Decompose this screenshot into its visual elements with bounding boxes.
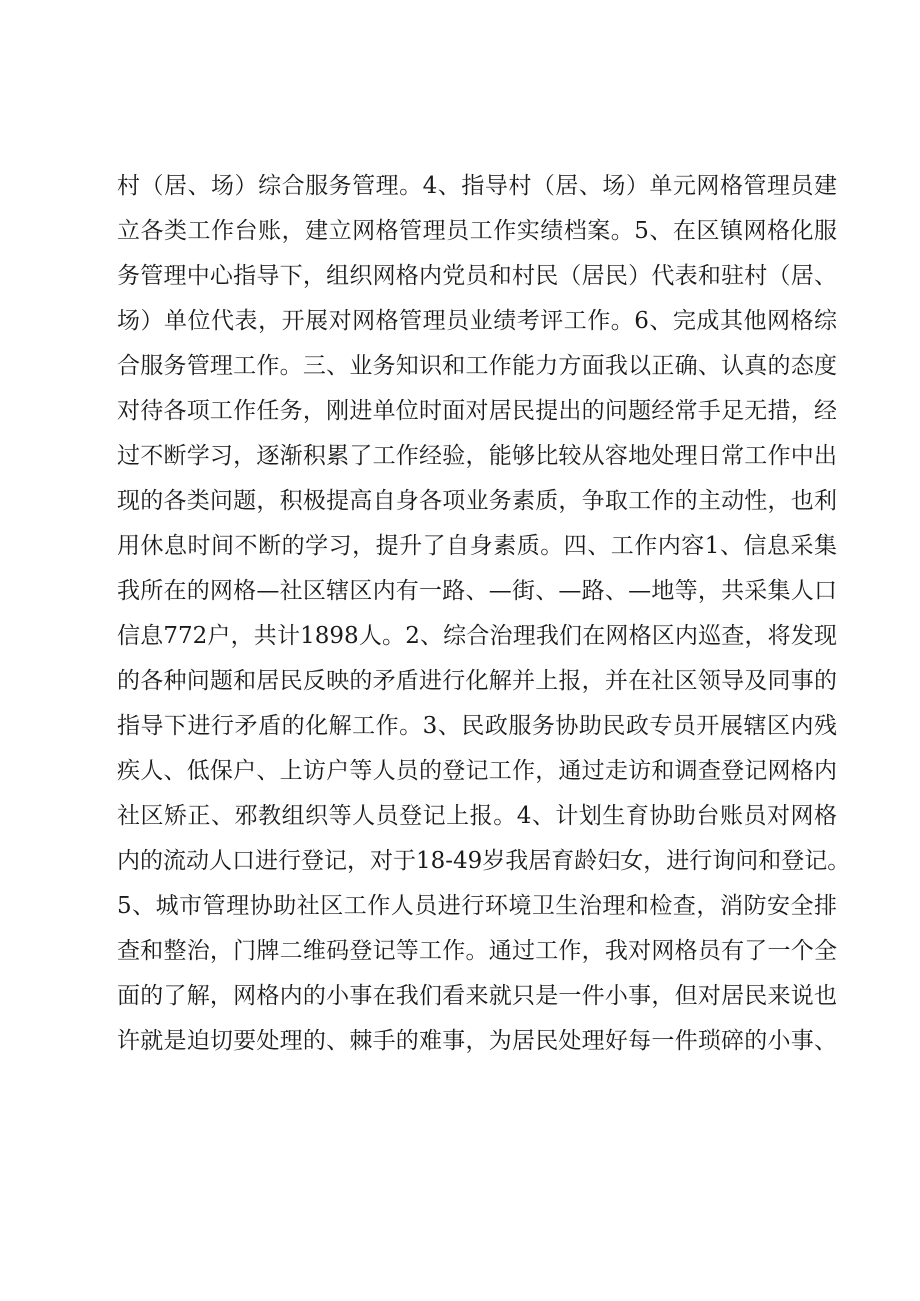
text-line: 合服务管理工作。三、业务知识和工作能力方面我以正确、认真的态度 [117,353,837,379]
text-line: 查和整治，门牌二维码登记等工作。通过工作，我对网格员有了一个全 [117,938,837,964]
text-line: 社区矫正、邪教组织等人员登记上报。4、计划生育协助台账员对网格 [117,803,837,829]
text-line: 用休息时间不断的学习，提升了自身素质。四、工作内容1、信息采集 [117,533,837,559]
text-line: 5、城市管理协助社区工作人员进行环境卫生治理和检查，消防安全排 [117,893,837,919]
body-text [117,164,851,1064]
text-line: 的各种问题和居民反映的矛盾进行化解并上报，并在社区领导及同事的 [117,668,837,694]
text-line: 指导下进行矛盾的化解工作。3、民政服务协助民政专员开展辖区内残 [117,713,837,739]
text-line: 现的各类问题，积极提高自身各项业务素质，争取工作的主动性，也利 [117,488,837,514]
text-line: 务管理中心指导下，组织网格内党员和村民（居民）代表和驻村（居、 [117,263,837,289]
text-line: 我所在的网格—社区辖区内有一路、—街、—路、—地等，共采集人口 [117,578,837,604]
text-line: 场）单位代表，开展对网格管理员业绩考评工作。6、完成其他网格综 [117,308,837,334]
text-line: 村（居、场）综合服务管理。4、指导村（居、场）单元网格管理员建 [117,173,837,199]
text-line: 对待各项工作任务，刚进单位时面对居民提出的问题经常手足无措，经 [117,398,837,424]
text-line: 立各类工作台账，建立网格管理员工作实绩档案。5、在区镇网格化服 [117,218,837,244]
text-line: 内的流动人口进行登记，对于18-49岁我居育龄妇女，进行询问和登记。 [117,848,851,874]
text-line: 过不断学习，逐渐积累了工作经验，能够比较从容地处理日常工作中出 [117,443,837,469]
text-line: 面的了解，网格内的小事在我们看来就只是一件小事，但对居民来说也 [117,983,837,1009]
text-line: 许就是迫切要处理的、棘手的难事，为居民处理好每一件琐碎的小事、 [117,1028,837,1054]
text-line: 疾人、低保户、上访户等人员的登记工作，通过走访和调查登记网格内 [117,758,837,784]
text-line: 信息772户，共计1898人。2、综合治理我们在网格区内巡查，将发现 [117,623,837,649]
